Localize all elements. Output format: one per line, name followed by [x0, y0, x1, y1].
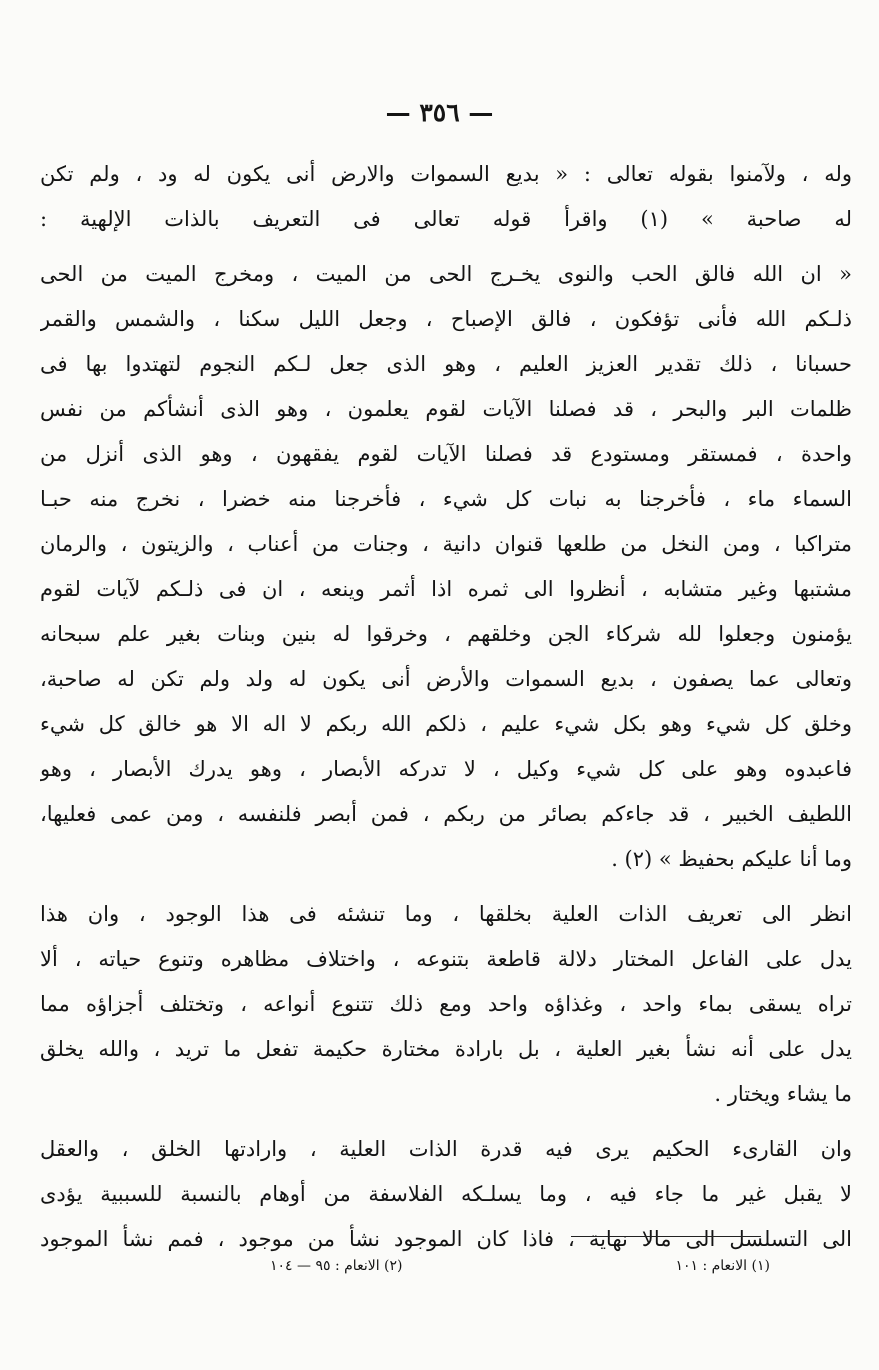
- text-line: له صاحبة » (١) واقرأ قوله تعالى فى التعريف بالذات الإلهية :: [40, 207, 852, 231]
- text-line: يدل على أنه نشأ بغير العلية ، بل بارادة مختارة حكيمة تفعل ما تريد ، والله يخلق: [40, 1037, 852, 1061]
- body-text: [40, 152, 852, 1262]
- text-line: واحدة ، فمستقر ومستودع قد فصلنا الآيات لقوم يفقهون ، وهو الذى أنزل من: [40, 442, 852, 466]
- paragraph-3: [40, 892, 852, 1117]
- paragraph-2-quran-quote: [40, 252, 852, 882]
- text-line: يدل على الفاعل المختار دلالة قاطعة بتنوعه ، واختلاف مظاهره وتنوع حياته ، ألا: [40, 947, 852, 971]
- text-line: ما يشاء ويختار .: [714, 1082, 852, 1106]
- paragraph-4: [40, 1127, 852, 1262]
- footnote-divider: [571, 1236, 761, 1237]
- text-line: انظر الى تعريف الذات العلية بخلقها ، وما تنشئه فى هذا الوجود ، وان هذا: [40, 902, 852, 926]
- text-line: السماء ماء ، فأخرجنا به نبات كل شيء ، فأخرجنا منه خضرا ، نخرج منه حبـا: [40, 487, 852, 511]
- text-line: ظلمات البر والبحر ، قد فصلنا الآيات لقوم يعلمون ، وهو الذى أنشأكم من نفس: [40, 397, 852, 421]
- text-line: ذلـكم الله فأنى تؤفكون ، فالق الإصباح ، وجعل الليل سكنا ، والشمس والقمر: [40, 307, 852, 331]
- text-line: الى التسلسل الى مالا نهاية ، فاذا كان الموجود نشأ من موجود ، فمم نشأ الموجود: [40, 1227, 852, 1251]
- text-line: وخلق كل شيء وهو بكل شيء عليم ، ذلكم الله ربكم لا اله الا هو خالق كل شيء: [40, 712, 852, 736]
- text-line: « ان الله فالق الحب والنوى يخـرج الحى من الميت ، ومخرج الميت من الحى: [40, 262, 852, 286]
- paragraph-1: [40, 152, 852, 242]
- footnote-1: (١) الانعام : ١٠١: [675, 1258, 770, 1274]
- text-line: اللطيف الخبير ، قد جاءكم بصائر من ربكم ، فمن أبصر فلنفسه ، ومن عمى فعليها،: [40, 802, 852, 826]
- text-line: تراه يسقى بماء واحد ، وغذاؤه واحد ومع ذلك تتنوع أنواعه ، وتختلف أجزاؤه مما: [40, 992, 852, 1016]
- text-line: وان القارىء الحكيم يرى فيه قدرة الذات العلية ، وارادتها الخلق ، والعقل: [40, 1137, 852, 1161]
- footnotes: [270, 1252, 770, 1280]
- page-number: — ٣٥٦ —: [385, 98, 494, 127]
- text-line: وله ، ولآمنوا بقوله تعالى : « بديع السموات والارض أنى يكون له ود ، ولم تكن: [40, 162, 852, 186]
- text-line: يؤمنون وجعلوا لله شركاء الجن وخلقهم ، وخرقوا له بنين وبنات بغير علم سبحانه: [40, 622, 852, 646]
- text-line: متراكبا ، ومن النخل من طلعها قنوان دانية ، وجنات من أعناب ، والزيتون ، والرمان: [40, 532, 852, 556]
- text-line: وما أنا عليكم بحفيظ » (٢) .: [611, 847, 852, 871]
- text-line: لا يقبل غير ما جاء فيه ، وما يسلـكه الفلاسفة من أوهام بالنسبة للسببية يؤدى: [40, 1182, 852, 1206]
- text-line: فاعبدوه وهو على كل شيء وكيل ، لا تدركه الأبصار ، وهو يدرك الأبصار ، وهو: [40, 757, 852, 781]
- text-line: وتعالى عما يصفون ، بديع السموات والأرض أنى يكون له ولد ولم تكن له صاحبة،: [40, 667, 852, 691]
- footnote-2: (٢) الانعام : ٩٥ — ١٠٤: [270, 1258, 403, 1274]
- text-line: حسبانا ، ذلك تقدير العزيز العليم ، وهو الذى جعل لـكم النجوم لتهتدوا بها فى: [40, 352, 852, 376]
- text-line: مشتبها وغير متشابه ، أنظروا الى ثمره اذا أثمر وينعه ، ان فى ذلـكم لآيات لقوم: [40, 577, 852, 601]
